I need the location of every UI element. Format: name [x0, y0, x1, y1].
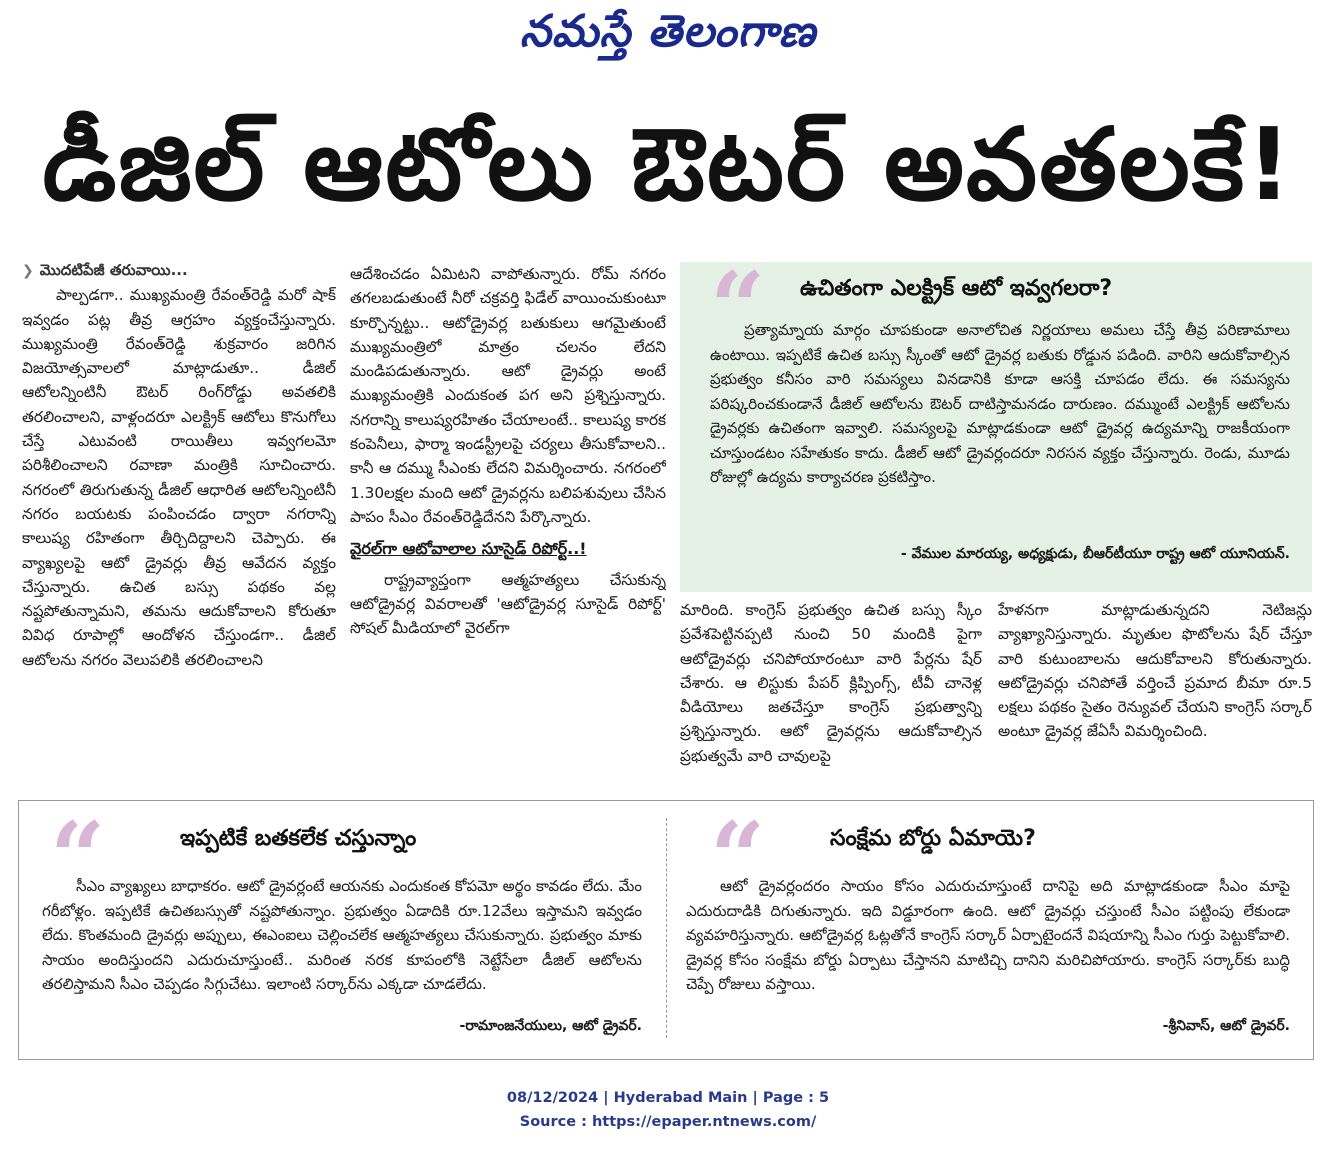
quote-icon: “ [710, 801, 766, 914]
article-column-3 [680, 598, 982, 793]
article-column-2 [350, 262, 666, 793]
continued-label-text: మొదటిపేజీ తరువాయి... [39, 261, 188, 279]
column-1-paragraph: పాల్పడగా.. ముఖ్యమంత్రి రేవంత్‌రెడ్డి మరో షాక్ ఇవ్వడం పట్ల తీవ్ర ఆగ్రహం వ్యక్తంచేస్తున్నారు. ముఖ్యమంత్రి రేవంత్‌రెడ్డి శుక్రవారం జరిగిన విజయోత్సవాలలో మాట్లాడుతూ.. డీజిల్ ఆటోలన్నింటినీ ఔటర్ రింగ్‌రోడ్డు అవతలికి తరలించాలని, వాళ్లందరూ ఎలక్ట్రిక్ ఆటోలు కొనుగోలు చేస్తే ఎటువంటి రాయితీలు ఇవ్వగలమో పరిశీలించాలని రవాణా మంత్రికి సూచించారు. నగరంలో తిరుగుతున్న డీజిల్ ఆధారిత ఆటోలన్నింటినీ నగరం బయటకు పంపించడం ద్వారా నగరాన్ని కాలుష్య రహితంగా తీర్చిదిద్దాలని చెప్పారు. ఈ వ్యాఖ్యలపై ఆటో డ్రైవర్లు తీవ్ర ఆవేదన వ్యక్తం చేస్తున్నారు. ఉచిత బస్సు పథకం వల్ల నష్టపోతున్నామని, తమను ఆదుకోవాలని కోరుతూ వివిధ రూపాల్లో ఆందోళన చేస్తుండగా.. డీజిల్ ఆటోలను నగరం వెలుపలికి తరలించాలని [22, 286, 336, 669]
bottom-right-text [686, 874, 1290, 1022]
bottom-right-title: సంక్షేమ బోర్డు ఏమాయె? [830, 826, 1036, 851]
bottom-box-divider [666, 818, 667, 1038]
quote-box-signature: - వేముల మారయ్య, అధ్యక్షుడు, బీఆర్‌టీయూ రాష్ట్ర ఆటో యూనియన్. [900, 546, 1290, 562]
quote-box-text [710, 318, 1290, 540]
article-column-4 [998, 598, 1312, 793]
masthead [0, 0, 1336, 76]
footer-source-line[interactable]: Source : https://epaper.ntnews.com/ [519, 1114, 817, 1130]
bottom-left-text [42, 874, 642, 1022]
column-4-paragraph: హేళనగా మాట్లాడుతున్నదని నెటిజన్లు వ్యాఖ్యానిస్తున్నారు. మృతుల ఫొటోలను షేర్ చేస్తూ వారి కుటుంబాలను ఆదుకోవాలని కోరుతున్నారు. ఆటోడ్రైవర్లు చనిపోతే వర్తించే ప్రమాద బీమా రూ.5 లక్షలు పథకం సైతం రెన్యువల్ చేయని కాంగ్రెస్ సర్కార్ అంటూ డ్రైవర్ల జేఏసీ విమర్శించింది. [998, 601, 1312, 741]
bottom-left-paragraph: సీఎం వ్యాఖ్యలు బాధాకరం. ఆటో డ్రైవర్లంటే ఆయనకు ఎందుకంత కోపమో అర్థం కావడం లేదు. మేం గరీబోళ్లం. ఇప్పటికే ఉచితబస్సుతో నష్టపోతున్నాం. ప్రభుత్వం ఏడాదికి రూ.12వేలు ఇస్తామని ఇవ్వడం లేదు. కొంతమంది డ్రైవర్లు అప్పులు, ఈఎంఐలు చెల్లించలేక ఆత్మహత్యలు చేసుకున్నారు. ప్రభుత్వం మాకు సాయం అందిస్తుందని ఎదురుచూస్తుంటే.. మరింత నరక కూపంలోకి నెట్టేసేలా డీజిల్ ఆటోలను తరలిస్తామని సీఎం చెప్పడం సిగ్గుచేటు. ఇలాంటి సర్కార్‌ను ఎక్కడా చూడలేదు. [42, 877, 642, 993]
bottom-right-paragraph: ఆటో డ్రైవర్లందరం సాయం కోసం ఎదురుచూస్తుంటే దానిపై అది మాట్లాడకుండా సీఎం మాపై ఎదురుదాడికి దిగుతున్నారు. ఇది విడ్డూరంగా ఉంది. ఆటో డ్రైవర్లు చస్తుంటే సీఎం పట్టింపు లేకుండా వ్యవహరిస్తున్నారు. ఆటోడ్రైవర్ల ఓట్లతోనే కాంగ్రెస్ సర్కార్ ఏర్పాటైందనే విషయాన్ని సీఎం గుర్తు పెట్టుకోవాలి. డ్రైవర్ల కోసం సంక్షేమ బోర్డు ఏర్పాటు చేస్తానని మాటిచ్చి దానిని మరిచిపోయారు. కాంగ్రెస్ సర్కార్‌కు బుద్ధి చెప్పే రోజులు వస్తాయి. [686, 877, 1290, 993]
column-3-paragraph: మారింది. కాంగ్రెస్ ప్రభుత్వం ఉచిత బస్సు స్కీం ప్రవేశపెట్టినప్పటి నుంచి 50 మందికి పైగా ఆటోడ్రైవర్లు చనిపోయారంటూ వారి పేర్లను షేర్ చేశారు. ఆ లిస్టుకు పేపర్ క్లిప్పింగ్స్, టీవీ చానెళ్ల వీడియోలు జతచేస్తూ కాంగ్రెస్ ప్రభుత్వాన్ని ప్రశ్నిస్తున్నారు. ఆటో డ్రైవర్లను ఆదుకోవాల్సిన ప్రభుత్వమే వారి చావులపై [680, 601, 982, 765]
footer-date-line: 08/12/2024 | Hyderabad Main | Page : 5 [506, 1090, 830, 1106]
quote-box-title: ఉచితంగా ఎలక్ట్రిక్ ఆటో ఇవ్వగలరా? [800, 276, 1113, 301]
chevron-right-icon: ❯ [22, 263, 34, 279]
continued-label [22, 258, 336, 283]
bottom-left-signature: -రామాంజనేయులు, ఆటో డ్రైవర్. [459, 1018, 642, 1034]
bottom-right-signature: -శ్రీనివాస్, ఆటో డ్రైవర్. [1162, 1018, 1290, 1034]
column-2-paragraph: ఆదేశించడం ఏమిటని వాపోతున్నారు. రోమ్ నగరం తగలబడుతుంటే నీరో చక్రవర్తి ఫిడేల్ వాయించుకుంటూ కూర్చొన్నట్టు.. ఆటోడ్రైవర్ల బతుకులు ఆగమైతుంటే ముఖ్యమంత్రిలో మాత్రం చలనం లేదని మండిపడుతున్నారు. ఆటో డ్రైవర్లు అంటే ముఖ్యమంత్రికి ఎందుకంత పగ అని ప్రశ్నిస్తున్నారు. నగరాన్ని కాలుష్యరహితం చేయాలంటే.. కాలుష్య కారక కంపెనీలు, ఫార్మా ఇండస్ట్రీలపై చర్యలు తీసుకోవాలని.. కానీ ఆ దమ్ము సీఎంకు లేదని విమర్శించారు. నగరంలో 1.30లక్షల మంది ఆటో డ్రైవర్లను బలిపశువులు చేసిన పాపం సీఎం రేవంత్‌రెడ్డిదేనని పేర్కొన్నారు. [350, 265, 666, 526]
column-2-paragraph-2: రాష్ట్రవ్యాప్తంగా ఆత్మహత్యలు చేసుకున్న ఆటోడ్రైవర్ల వివరాలతో 'ఆటోడ్రైవర్ల సూసైడ్ రిపోర్ట్' సోషల్ మీడియాలో వైరల్‌గా [350, 570, 666, 638]
headline [0, 90, 1336, 240]
article-column-1 [22, 258, 336, 793]
quote-box-paragraph: ప్రత్యామ్నాయ మార్గం చూపకుండా అనాలోచిత నిర్ణయాలు అమలు చేస్తే తీవ్ర పరిణామాలు ఉంటాయి. ఇప్పటికే ఉచిత బస్సు స్కీంతో ఆటో డ్రైవర్ల బతుకు రోడ్డున పడింది. వారిని ఆదుకోవాల్సిన ప్రభుత్వం కనీసం వారి సమస్యలు వినడానికి కూడా ఆసక్తి చూపడం లేదు. ఈ సమస్యను పరిష్కరించకుండానే డీజిల్ ఆటోలను ఔటర్ దాటిస్తామనడం దారుణం. దమ్ముంటే ఎలక్ట్రిక్ ఆటోలను డ్రైవర్లకు ఉచితంగా ఇవ్వాలి. సమస్యలపై మాట్లాడకుండా ఆటో డ్రైవర్ల ఉద్యమాన్ని రాజకీయంగా చూస్తుండటం సహేతుకం కాదు. డీజిల్ ఆటో డ్రైవర్లందరూ నిరసన వ్యక్తం చేస్తున్నారు. రెండు, మూడు రోజుల్లో ఉద్యమ కార్యాచరణ ప్రకటిస్తాం. [710, 321, 1290, 486]
masthead-logo: నమస్తే తెలంగాణ [519, 6, 817, 57]
bottom-left-title: ఇప్పటికే బతకలేక చస్తున్నాం [180, 826, 417, 851]
quote-box-union-leader [680, 251, 1312, 592]
headline-text: డీజిల్ ఆటోలు ఔటర్ అవతలకే! [42, 106, 1294, 223]
quote-icon: “ [50, 801, 106, 914]
quote-icon: “ [710, 251, 766, 364]
column-2-subhead: వైరల్‌గా ఆటోవాలాల సూసైడ్ రిపోర్ట్..! [350, 539, 587, 559]
